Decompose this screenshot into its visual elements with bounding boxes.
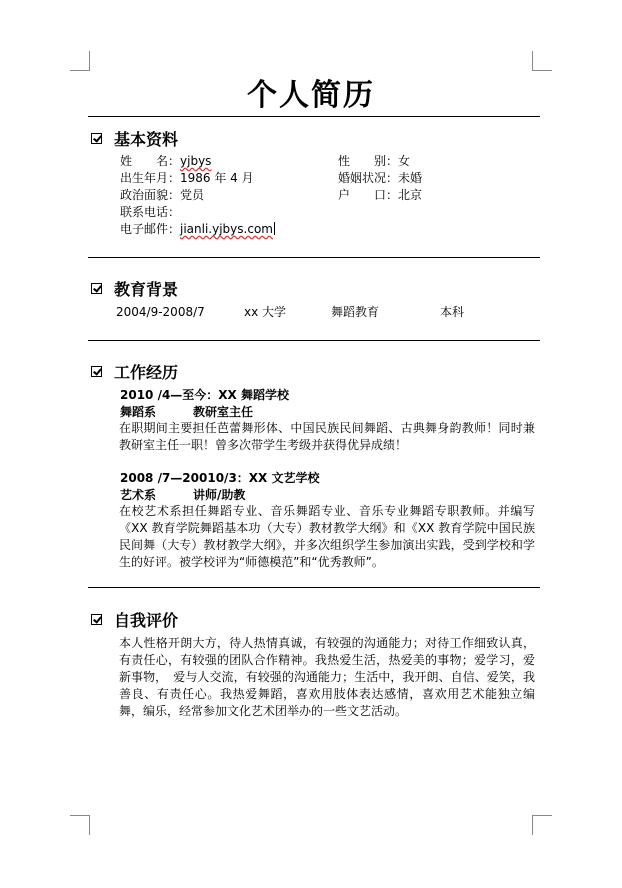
education-degree: 本科	[440, 305, 465, 319]
section-work-title: 工作经历	[114, 362, 179, 382]
crop-mark-bottom-left-v	[89, 815, 90, 835]
education-major: 舞蹈教育	[331, 305, 380, 319]
field-label: 婚姻状况：	[338, 171, 399, 185]
checkbox-icon	[91, 133, 102, 144]
crop-mark-top-right-v	[532, 51, 533, 71]
field-label: 政治面貌：	[120, 188, 181, 202]
section-education-header	[91, 278, 178, 298]
checkbox-icon	[91, 614, 102, 625]
title-divider	[88, 116, 540, 117]
field-label: 姓 名：	[120, 154, 181, 168]
job-description: 在职期间主要担任芭蕾舞形体、中国民族民间舞蹈、古典舞身韵教师！同时兼教研室主任一职！曾多次带学生考级并获得优异成绩！	[119, 421, 535, 452]
field-label: 性 别：	[338, 154, 399, 168]
field-value: 未婚	[398, 171, 423, 185]
email-value[interactable]: jianli.yjbys.com	[180, 222, 273, 236]
page-title: 个人简历	[247, 78, 375, 113]
crop-mark-top-left-v	[89, 51, 90, 71]
job-dept: 舞蹈系	[120, 405, 157, 419]
job-header: 2010 /4—至今：XX 舞蹈学校	[120, 388, 289, 402]
job-role: 教研室主任	[193, 405, 254, 419]
section-self-title: 自我评价	[114, 610, 179, 630]
education-period: 2004/9-2008/7	[116, 305, 205, 319]
field-value: 1986 年 4 月	[180, 171, 254, 185]
job-description: 在校艺术系担任舞蹈专业、音乐舞蹈专业、音乐专业舞蹈专职教师。并编写《XX 教育学院舞蹈基本功（大专）教材教学大纲》和《XX 教育学院中国民族民间舞（大专）教材教学大纲》，并多次组织学生参加演出实践，受到学校和学生的好评。被学校评为“师德模范”和“优秀教师”。	[119, 504, 535, 569]
basic-hukou-row	[338, 187, 422, 204]
self-evaluation-text: 本人性格开朗大方，待人热情真诚，有较强的沟通能力；对待工作细致认真，有责任心，有较强的团队合作精神。我热爱生活，热爱美的事物；爱学习，爱新事物， 爱与人交流，有较强的沟通能力；生活中，我开朗、自信、爱笑，我善良、有责任心。我热爱舞蹈，喜欢用肢体表达感情，喜欢用艺术能独立编舞，编乐，经常参加文化艺术团举办的一些文艺活动。	[119, 636, 535, 718]
basic-birth-row	[120, 170, 254, 187]
crop-mark-top-left-h	[70, 70, 90, 71]
education-school: xx 大学	[244, 305, 287, 319]
job-role: 讲师/助教	[193, 488, 246, 502]
crop-mark-top-right-h	[532, 70, 552, 71]
basic-phone-row	[120, 204, 180, 221]
section-divider	[88, 587, 540, 588]
basic-marital-row	[338, 170, 422, 187]
crop-mark-bottom-left-h	[70, 815, 90, 816]
crop-mark-bottom-right-v	[532, 815, 533, 835]
section-self-header	[91, 609, 178, 629]
basic-email-row[interactable]	[120, 221, 275, 238]
section-basic-title: 基本资料	[114, 129, 179, 149]
basic-politics-row	[120, 187, 204, 204]
section-education-title: 教育背景	[114, 279, 179, 299]
job-dept: 艺术系	[120, 488, 157, 502]
section-divider	[88, 340, 540, 341]
field-value: yjbys	[180, 154, 212, 168]
section-basic-header	[91, 128, 178, 148]
crop-mark-bottom-right-h	[532, 815, 552, 816]
field-label: 电子邮件：	[120, 222, 181, 236]
text-cursor	[274, 222, 275, 235]
checkbox-icon	[91, 366, 102, 377]
field-value: 北京	[398, 188, 423, 202]
field-label: 户 口：	[338, 188, 399, 202]
field-label: 出生年月：	[120, 171, 181, 185]
field-value: 党员	[180, 188, 205, 202]
section-work-header	[91, 361, 178, 381]
basic-name-row	[120, 153, 211, 170]
field-label: 联系电话：	[120, 205, 181, 219]
checkbox-icon	[91, 283, 102, 294]
basic-gender-row	[338, 153, 410, 170]
field-value: 女	[398, 154, 411, 168]
section-divider	[88, 257, 540, 258]
job-header: 2008 /7—20010/3：XX 文艺学校	[120, 471, 320, 485]
